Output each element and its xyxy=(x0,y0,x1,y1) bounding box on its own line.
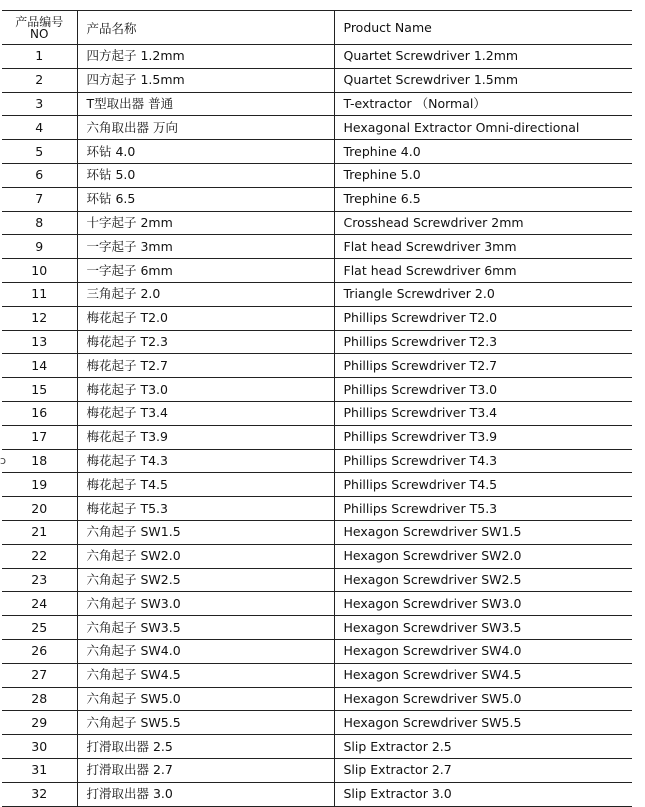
table-body xyxy=(2,45,632,807)
table-row xyxy=(2,235,632,259)
row-number: 21 xyxy=(2,520,77,544)
table-row xyxy=(2,758,632,782)
product-name-en: Hexagon Screwdriver SW3.0 xyxy=(334,592,632,616)
product-name-cn: 六角起子 SW5.5 xyxy=(77,711,334,735)
row-number: 24 xyxy=(2,592,77,616)
product-name-cn: 打滑取出器 2.5 xyxy=(77,735,334,759)
row-number: 4 xyxy=(2,116,77,140)
table-row xyxy=(2,211,632,235)
row-number: 8 xyxy=(2,211,77,235)
row-number: 5 xyxy=(2,140,77,164)
table-row xyxy=(2,92,632,116)
row-number: 32 xyxy=(2,782,77,806)
product-name-cn: 四方起子 1.5mm xyxy=(77,68,334,92)
table-row xyxy=(2,259,632,283)
product-name-cn: 六角起子 SW2.5 xyxy=(77,568,334,592)
product-name-en: Hexagon Screwdriver SW2.5 xyxy=(334,568,632,592)
product-name-en: Hexagon Screwdriver SW5.5 xyxy=(334,711,632,735)
table-row xyxy=(2,401,632,425)
product-name-en: Phillips Screwdriver T2.0 xyxy=(334,306,632,330)
row-number: 16 xyxy=(2,401,77,425)
product-name-en: Trephine 5.0 xyxy=(334,163,632,187)
row-number: 20 xyxy=(2,497,77,521)
table-row xyxy=(2,45,632,69)
product-name-cn: 一字起子 6mm xyxy=(77,259,334,283)
header-number-cn: 产品编号 xyxy=(15,14,64,29)
product-name-cn: 环钻 4.0 xyxy=(77,140,334,164)
table-row xyxy=(2,616,632,640)
product-name-cn: 梅花起子 T2.7 xyxy=(77,354,334,378)
table-row xyxy=(2,282,632,306)
product-name-en: Quartet Screwdriver 1.2mm xyxy=(334,45,632,69)
table-row xyxy=(2,735,632,759)
row-number: 10 xyxy=(2,259,77,283)
product-name-cn: 六角起子 SW3.5 xyxy=(77,616,334,640)
row-number: 22 xyxy=(2,544,77,568)
product-name-en: T-extractor （Normal） xyxy=(334,92,632,116)
table-row xyxy=(2,330,632,354)
product-name-cn: 环钻 6.5 xyxy=(77,187,334,211)
table-row xyxy=(2,568,632,592)
product-name-en: Crosshead Screwdriver 2mm xyxy=(334,211,632,235)
row-number: 6 xyxy=(2,163,77,187)
product-name-en: Hexagon Screwdriver SW2.0 xyxy=(334,544,632,568)
table-row xyxy=(2,354,632,378)
product-name-cn: 三角起子 2.0 xyxy=(77,282,334,306)
row-number: 9 xyxy=(2,235,77,259)
header-number xyxy=(2,11,77,45)
table-row xyxy=(2,116,632,140)
product-name-en: Phillips Screwdriver T2.3 xyxy=(334,330,632,354)
product-name-en: Phillips Screwdriver T3.0 xyxy=(334,378,632,402)
product-name-en: Triangle Screwdriver 2.0 xyxy=(334,282,632,306)
row-number: 15 xyxy=(2,378,77,402)
product-name-en: Trephine 4.0 xyxy=(334,140,632,164)
table-row xyxy=(2,782,632,806)
product-name-cn: T型取出器 普通 xyxy=(77,92,334,116)
row-number: 25 xyxy=(2,616,77,640)
table-row xyxy=(2,663,632,687)
product-name-cn: 打滑取出器 3.0 xyxy=(77,782,334,806)
product-name-en: Flat head Screwdriver 6mm xyxy=(334,259,632,283)
product-name-en: Hexagonal Extractor Omni-directional xyxy=(334,116,632,140)
row-number: 23 xyxy=(2,568,77,592)
product-name-en: Hexagon Screwdriver SW1.5 xyxy=(334,520,632,544)
product-name-en: Hexagon Screwdriver SW3.5 xyxy=(334,616,632,640)
product-name-cn: 梅花起子 T4.3 xyxy=(77,449,334,473)
product-name-cn: 梅花起子 T3.0 xyxy=(77,378,334,402)
product-name-cn: 六角起子 SW4.0 xyxy=(77,639,334,663)
product-name-cn: 梅花起子 T5.3 xyxy=(77,497,334,521)
row-number: 14 xyxy=(2,354,77,378)
table-row xyxy=(2,187,632,211)
header-row xyxy=(2,11,632,45)
row-number: 27 xyxy=(2,663,77,687)
product-table xyxy=(2,10,632,807)
product-name-cn: 环钻 5.0 xyxy=(77,163,334,187)
product-name-cn: 六角起子 SW3.0 xyxy=(77,592,334,616)
row-number: 26 xyxy=(2,639,77,663)
table-row xyxy=(2,306,632,330)
row-number: 3 xyxy=(2,92,77,116)
row-number: 30 xyxy=(2,735,77,759)
row-number: 13 xyxy=(2,330,77,354)
table-row xyxy=(2,544,632,568)
row-number: 29 xyxy=(2,711,77,735)
product-name-en: Hexagon Screwdriver SW4.0 xyxy=(334,639,632,663)
header-name-en: Product Name xyxy=(334,11,632,45)
product-name-en: Trephine 6.5 xyxy=(334,187,632,211)
product-name-en: Slip Extractor 2.7 xyxy=(334,758,632,782)
row-number: 11 xyxy=(2,282,77,306)
table-row xyxy=(2,592,632,616)
product-name-cn: 打滑取出器 2.7 xyxy=(77,758,334,782)
row-number: 2 xyxy=(2,68,77,92)
product-name-cn: 六角起子 SW1.5 xyxy=(77,520,334,544)
product-name-cn: 四方起子 1.2mm xyxy=(77,45,334,69)
product-name-cn: 梅花起子 T4.5 xyxy=(77,473,334,497)
row-number: 12 xyxy=(2,306,77,330)
table-row xyxy=(2,163,632,187)
product-name-en: Hexagon Screwdriver SW4.5 xyxy=(334,663,632,687)
row-number: 1 xyxy=(2,45,77,69)
table-row xyxy=(2,425,632,449)
product-name-en: Slip Extractor 3.0 xyxy=(334,782,632,806)
product-name-en: Quartet Screwdriver 1.5mm xyxy=(334,68,632,92)
row-number: 31 xyxy=(2,758,77,782)
table-row xyxy=(2,639,632,663)
product-name-en: Phillips Screwdriver T4.5 xyxy=(334,473,632,497)
product-name-cn: 梅花起子 T3.9 xyxy=(77,425,334,449)
header-name-cn: 产品名称 xyxy=(77,11,334,45)
table-row xyxy=(2,520,632,544)
product-name-cn: 梅花起子 T2.0 xyxy=(77,306,334,330)
table-row xyxy=(2,140,632,164)
table-row xyxy=(2,687,632,711)
product-name-cn: 十字起子 2mm xyxy=(77,211,334,235)
table-row xyxy=(2,68,632,92)
row-number: 19 xyxy=(2,473,77,497)
product-name-en: Flat head Screwdriver 3mm xyxy=(334,235,632,259)
product-name-cn: 梅花起子 T3.4 xyxy=(77,401,334,425)
product-name-en: Phillips Screwdriver T5.3 xyxy=(334,497,632,521)
product-name-cn: 六角起子 SW2.0 xyxy=(77,544,334,568)
product-name-cn: 梅花起子 T2.3 xyxy=(77,330,334,354)
row-number: 17 xyxy=(2,425,77,449)
edge-mark: ɔ xyxy=(0,454,7,467)
table-row xyxy=(2,378,632,402)
product-name-en: Hexagon Screwdriver SW5.0 xyxy=(334,687,632,711)
row-number: 7 xyxy=(2,187,77,211)
product-name-cn: 一字起子 3mm xyxy=(77,235,334,259)
product-name-en: Phillips Screwdriver T4.3 xyxy=(334,449,632,473)
header-number-en: NO xyxy=(30,26,49,41)
product-name-en: Phillips Screwdriver T3.4 xyxy=(334,401,632,425)
table-row xyxy=(2,473,632,497)
product-name-en: Phillips Screwdriver T2.7 xyxy=(334,354,632,378)
product-name-en: Phillips Screwdriver T3.9 xyxy=(334,425,632,449)
product-name-cn: 六角取出器 万向 xyxy=(77,116,334,140)
row-number: 18 xyxy=(2,449,77,473)
table-row xyxy=(2,449,632,473)
product-name-cn: 六角起子 SW5.0 xyxy=(77,687,334,711)
row-number: 28 xyxy=(2,687,77,711)
table-row xyxy=(2,497,632,521)
table-row xyxy=(2,711,632,735)
product-name-en: Slip Extractor 2.5 xyxy=(334,735,632,759)
table-header xyxy=(2,11,632,45)
product-name-cn: 六角起子 SW4.5 xyxy=(77,663,334,687)
